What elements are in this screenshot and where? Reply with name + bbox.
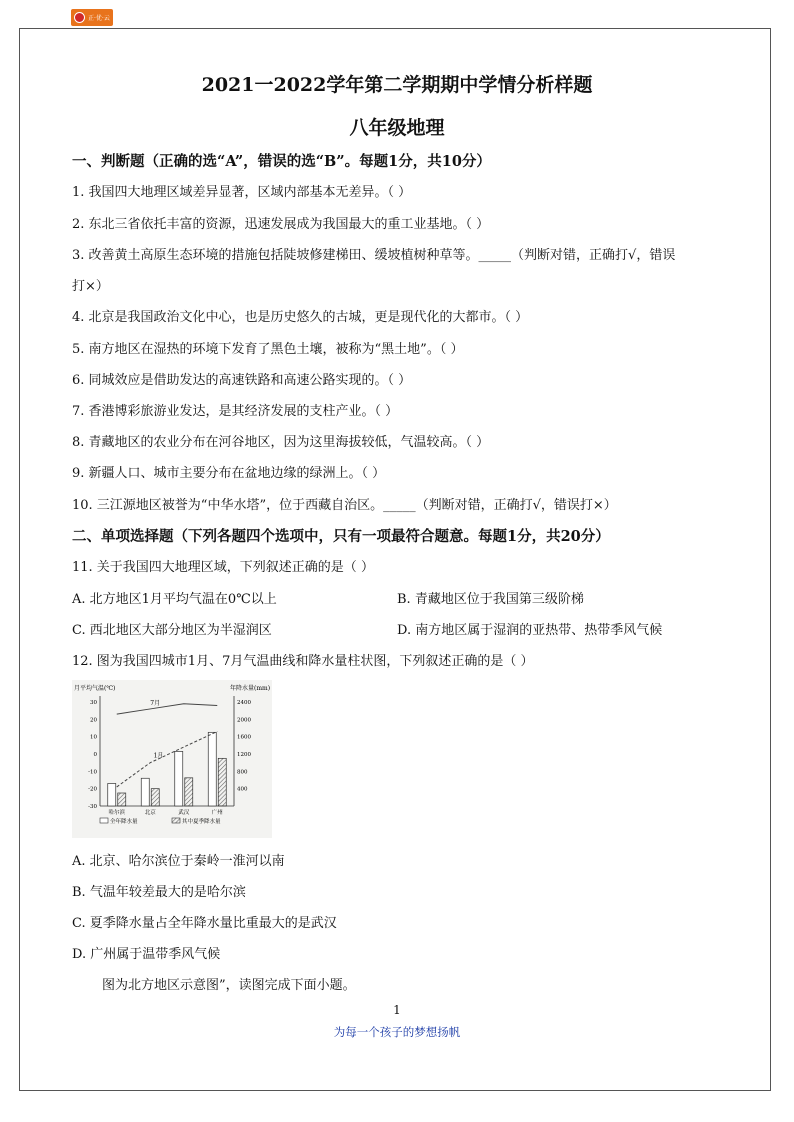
right-axis-label: 年降水量(mm) — [230, 685, 271, 692]
january-series-label: 1月 — [153, 752, 164, 760]
question-3: 3. 改善黄土高原生态环境的措施包括陡坡修建梯田、缓坡植树种草等。_____（判断对错，正确打√，错误 — [72, 248, 676, 263]
right-tick-label: 1600 — [237, 734, 251, 741]
section-2-heading: 二、单项选择题（下列各题四个选项中，只有一项最符合题意。每题1分，共20分） — [72, 528, 610, 545]
climate-chart — [72, 680, 272, 838]
question-11-option-b: B. 青藏地区位于我国第三级阶梯 — [397, 592, 584, 607]
legend-annual-swatch — [100, 818, 108, 823]
right-tick-label: 2400 — [237, 700, 251, 706]
annual-precip-bar — [175, 751, 183, 806]
question-7: 7. 香港博彩旅游业发达，是其经济发展的支柱产业。（ ） — [72, 404, 399, 419]
july-series-label: 7月 — [150, 699, 161, 707]
question-11-option-a: A. 北方地区1月平均气温在0℃以上 — [72, 592, 277, 607]
logo-icon — [74, 12, 85, 23]
question-12-option-a: A. 北京、哈尔滨位于秦岭一淮河以南 — [72, 854, 285, 869]
left-tick-label: -30 — [88, 804, 97, 810]
question-10: 10. 三江源地区被誉为“中华水塔”，位于西藏自治区。_____（判断对错，正确打√，错误打×） — [72, 498, 617, 513]
footer-slogan: 为每一个孩子的梦想扬帆 — [333, 1025, 461, 1039]
question-12-option-b: B. 气温年较差最大的是哈尔滨 — [72, 885, 246, 900]
right-tick-label: 2000 — [237, 717, 251, 724]
left-tick-label: 30 — [90, 700, 97, 706]
left-axis-label: 月平均气温(℃) — [74, 685, 116, 692]
summer-precip-bar — [151, 789, 159, 806]
question-5: 5. 南方地区在湿热的环境下发育了黑色土壤，被称为“黑土地”。（ ） — [72, 342, 464, 357]
annual-precip-bar — [141, 778, 149, 806]
page-title: 2021一2022学年第二学期期中学情分析样题 — [201, 74, 593, 96]
question-12-option-d: D. 广州属于温带季风气候 — [72, 947, 221, 962]
category-label: 武汉 — [178, 810, 190, 816]
legend-summer-swatch — [172, 818, 180, 823]
left-tick-label: 20 — [90, 717, 97, 724]
publisher-logo — [71, 9, 113, 26]
right-tick-label: 800 — [237, 769, 248, 776]
annual-precip-bar — [208, 732, 216, 806]
question-4: 4. 北京是我国政治文化中心，也是历史悠久的古城，更是现代化的大都市。（ ） — [72, 310, 529, 325]
left-tick-label: 10 — [90, 734, 97, 741]
right-tick-label: 400 — [237, 786, 248, 793]
question-2: 2. 东北三省依托丰富的资源，迅速发展成为我国最大的重工业基地。（ ） — [72, 217, 490, 232]
left-tick-label: -20 — [88, 786, 97, 793]
category-label: 广州 — [211, 810, 223, 816]
legend-summer-label: 其中夏季降水量 — [182, 819, 221, 825]
page-subtitle: 八年级地理 — [349, 117, 445, 139]
left-tick-label: 0 — [93, 752, 97, 758]
right-tick-label: 1200 — [237, 752, 251, 758]
summer-precip-bar — [185, 778, 193, 806]
question-11-option-c: C. 西北地区大部分地区为半湿润区 — [72, 623, 272, 638]
question-11-option-d: D. 南方地区属于湿润的亚热带、热带季风气候 — [397, 623, 663, 638]
question-9: 9. 新疆人口、城市主要分布在盆地边缘的绿洲上。（ ） — [72, 466, 386, 481]
question-11-stem: 11. 关于我国四大地理区域，下列叙述正确的是（ ） — [72, 560, 374, 575]
page-number: 1 — [393, 1003, 401, 1017]
question-8: 8. 青藏地区的农业分布在河谷地区，因为这里海拔较低，气温较高。（ ） — [72, 435, 490, 450]
question-12-stem: 12. 图为我国四城市1月、7月气温曲线和降水量柱状图，下列叙述正确的是（ ） — [72, 654, 534, 669]
question-1: 1. 我国四大地理区域差异显著，区域内部基本无差异。（ ） — [72, 185, 412, 200]
left-tick-label: -10 — [88, 769, 97, 776]
question-12-option-c: C. 夏季降水量占全年降水量比重最大的是武汉 — [72, 916, 337, 931]
legend-annual-label: 全年降水量 — [110, 819, 138, 825]
summer-precip-bar — [118, 793, 126, 806]
annual-precip-bar — [108, 783, 116, 806]
map-reading-instruction: 图为北方地区示意图”，读图完成下面小题。 — [102, 978, 356, 993]
category-label: 北京 — [144, 810, 156, 816]
logo-text: 正·优·云 — [88, 15, 110, 22]
summer-precip-bar — [218, 758, 226, 806]
section-1-heading: 一、判断题（正确的选“A”，错误的选“B”。每题1分，共10分） — [72, 153, 491, 170]
category-label: 哈尔滨 — [108, 810, 126, 816]
question-6: 6. 同城效应是借助发达的高速铁路和高速公路实现的。（ ） — [72, 373, 412, 388]
question-3-continued: 打×） — [72, 279, 109, 294]
